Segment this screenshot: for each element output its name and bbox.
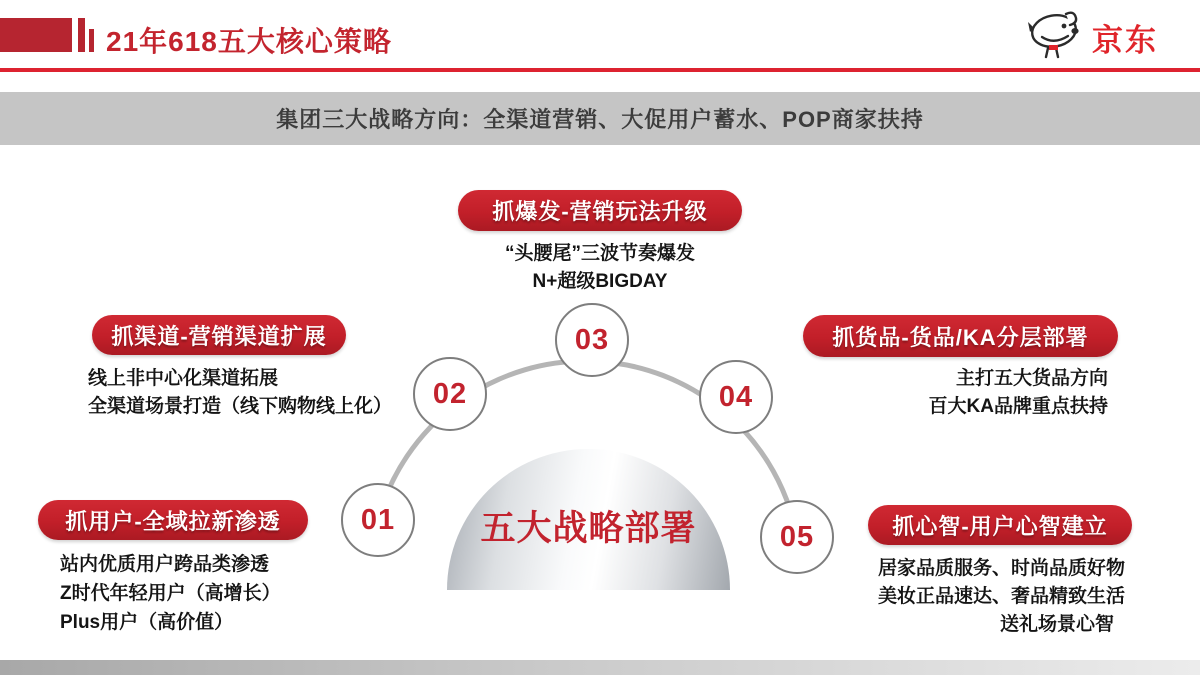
jd-logo	[1024, 6, 1158, 69]
page-title: 21年618五大核心策略	[106, 26, 392, 57]
strategy-banner	[0, 92, 1200, 145]
mindshare-detail-line: 美妆正品速达、奢品精致生活	[878, 586, 1126, 607]
channels-detail-line: 线上非中心化渠道拓展	[88, 368, 279, 389]
burst-detail	[430, 240, 770, 296]
channels-detail-line: 全渠道场景打造（线下购物线上化）	[88, 396, 393, 417]
pill-users	[38, 500, 308, 540]
pill-mindshare-label: 抓心智-用户心智建立	[892, 513, 1108, 539]
pill-burst	[458, 190, 742, 231]
burst-detail-line: “头腰尾”三波节奏爆发	[504, 243, 695, 264]
goods-detail-line: 百大KA品牌重点扶持	[928, 396, 1108, 417]
node-01-label: 01	[360, 503, 396, 536]
node-02-label: 02	[432, 377, 468, 410]
node-03-label: 03	[574, 323, 610, 356]
jd-dog-icon	[1024, 6, 1086, 69]
mindshare-detail-line: 送礼场景心智	[1000, 614, 1115, 635]
node-05	[760, 500, 834, 574]
pill-goods-label: 抓货品-货品/KA分层部署	[832, 324, 1089, 350]
node-01	[341, 483, 415, 557]
pill-channels-label: 抓渠道-营销渠道扩展	[111, 323, 327, 349]
header-accent-bar-1	[78, 18, 85, 52]
goods-detail-line: 主打五大货品方向	[955, 368, 1108, 389]
pill-channels	[92, 315, 346, 355]
pill-goods	[803, 315, 1118, 357]
burst-detail-line: N+超级BIGDAY	[532, 271, 668, 292]
node-03	[555, 303, 629, 377]
pill-users-label: 抓用户-全域拉新渗透	[65, 508, 281, 534]
node-04	[699, 360, 773, 434]
users-detail-line: Z时代年轻用户（高增长）	[60, 583, 281, 604]
strategy-banner-text: 集团三大战略方向：全渠道营销、大促用户蓄水、POP商家扶持	[276, 107, 924, 132]
pill-mindshare	[868, 505, 1132, 545]
header-accent-block	[0, 18, 72, 52]
pill-burst-label: 抓爆发-营销玩法升级	[492, 199, 708, 224]
header-accent-bar-2	[89, 29, 94, 52]
header-divider	[0, 68, 1200, 72]
footer-bar	[0, 660, 1200, 675]
mindshare-detail	[878, 555, 1188, 639]
users-detail	[60, 550, 400, 637]
users-detail-line: Plus用户（高价值）	[60, 612, 234, 633]
users-detail-line: 站内优质用户跨品类渗透	[60, 554, 270, 575]
dome-label: 五大战略部署	[480, 509, 697, 548]
goods-detail	[788, 365, 1108, 421]
channels-detail	[88, 365, 448, 421]
node-04-label: 04	[718, 380, 754, 413]
jd-logo-text: 京东	[1092, 23, 1158, 58]
node-05-label: 05	[779, 520, 815, 553]
mindshare-detail-line: 居家品质服务、时尚品质好物	[878, 558, 1126, 579]
